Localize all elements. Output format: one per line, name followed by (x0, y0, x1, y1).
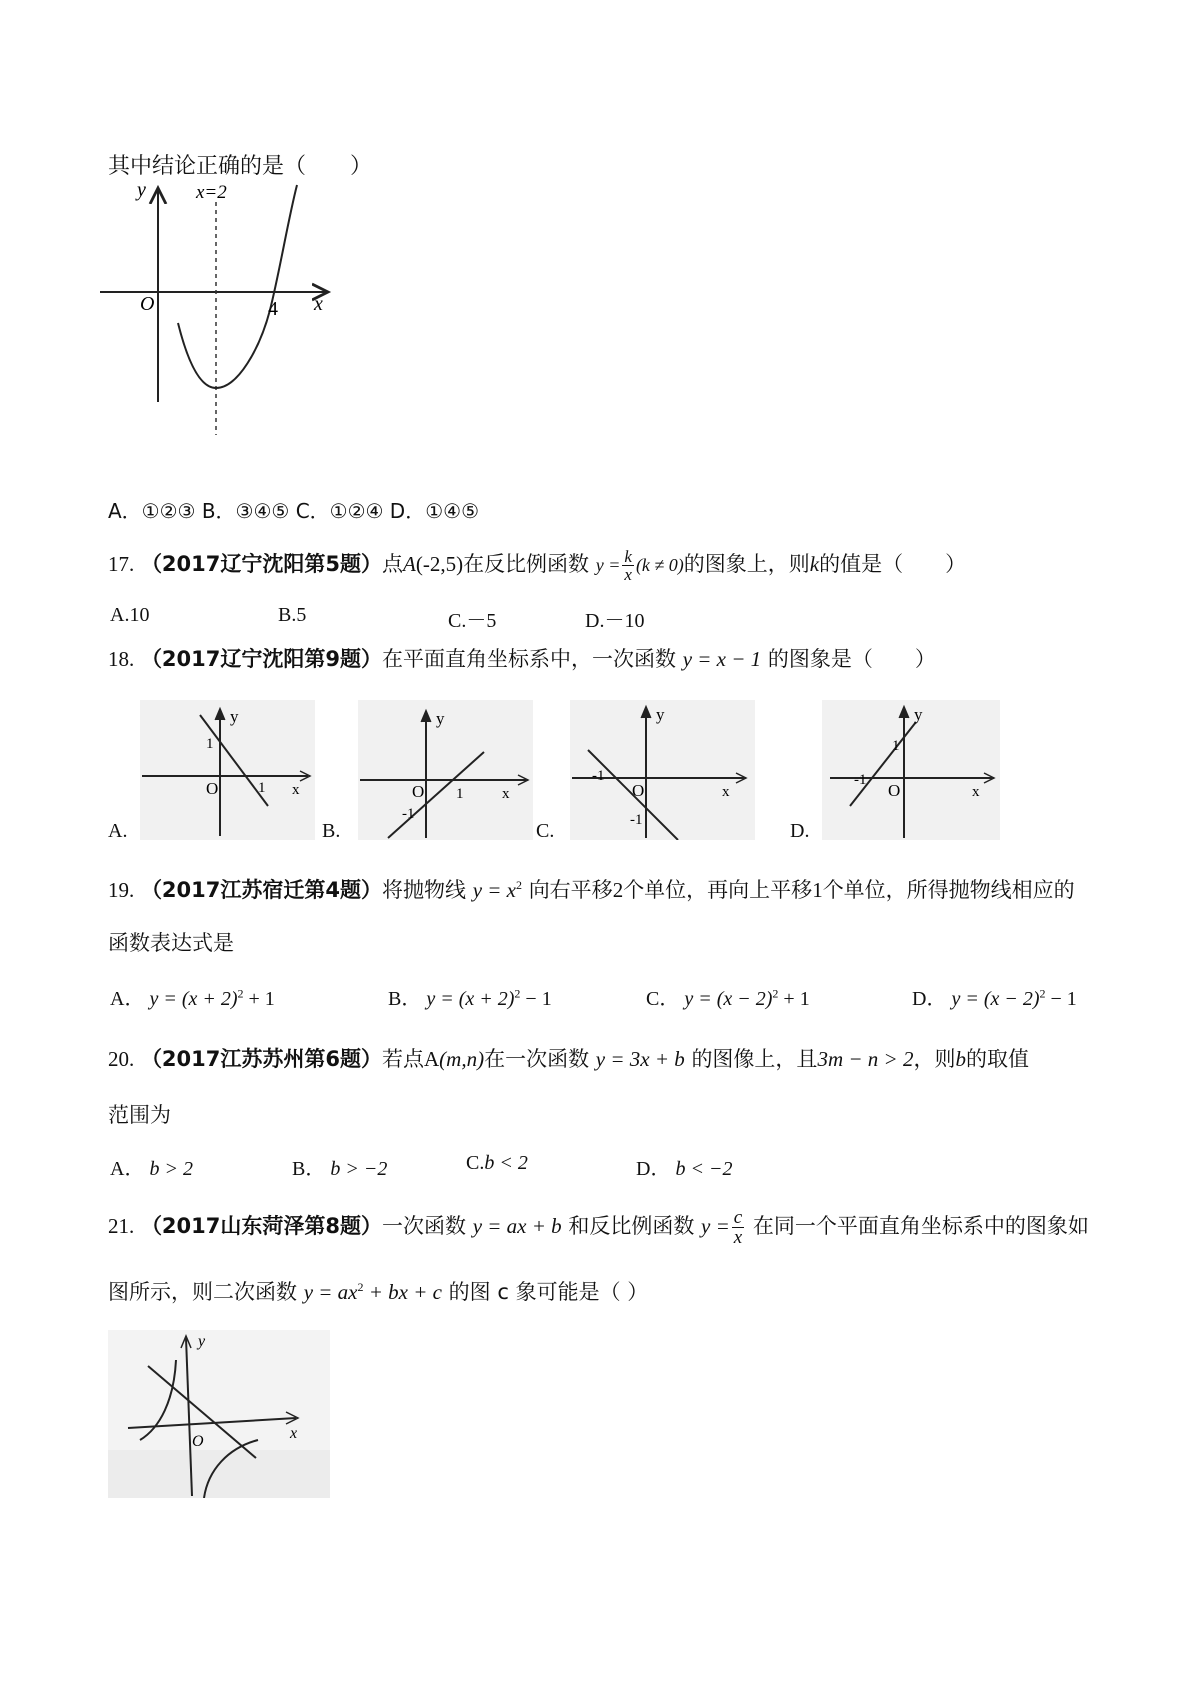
svg-text:O: O (632, 781, 645, 800)
q19-source: （2017江苏宿迁第4题） (140, 878, 382, 902)
q17-fraction: $\frac{k}{x}$ (624, 547, 632, 584)
svg-text:-1: -1 (402, 806, 415, 822)
q21-number: 21. (108, 1214, 135, 1238)
q17-coords: (-2,5) (415, 552, 464, 576)
parabola-curve (178, 185, 297, 388)
svg-text:x: x (722, 784, 730, 800)
svg-text:1: 1 (456, 786, 464, 802)
q18-text: 的图象是（ ） (767, 647, 936, 671)
svg-text:y: y (914, 705, 923, 724)
axis-line-label: x=2 (196, 182, 227, 203)
q18-function: y = x − 1 (682, 647, 762, 671)
q19-stem-line2: 函数表达式是 (108, 931, 234, 955)
q21-linear-function: y = ax + b (472, 1214, 562, 1238)
x-axis-label: x (314, 293, 323, 315)
q17-point: A (403, 552, 416, 576)
svg-text:O: O (206, 779, 219, 798)
q17-number: 17. (108, 552, 135, 576)
svg-text:y: y (198, 1333, 206, 1350)
q21-stem-line1: 21. （2017山东菏泽第8题）一次函数 y = ax + b 和反比例函数 y = $\frac{c}{x}$ 在同一个平面直角坐标系中的图象如 (108, 1207, 1089, 1248)
q16-parabola-graph (100, 180, 350, 480)
root-label: 4 (268, 298, 278, 320)
q18-label-c: C. (536, 820, 555, 842)
origin-label: O (140, 293, 155, 315)
q17-text: 在反比例函数 (463, 552, 590, 576)
svg-text:x: x (290, 1425, 298, 1442)
q16-options: A．①②③ B．③④⑤ C．①②④ D．①④⑤ (108, 499, 479, 523)
q19-option-a: A． $y = (x + 2)^2 + 1$ (110, 986, 275, 1010)
q18-number: 18. (108, 647, 135, 671)
q17-text: 点 (382, 552, 403, 576)
svg-text:O: O (412, 782, 425, 801)
svg-text:O: O (192, 1433, 204, 1450)
q17-k: k (809, 552, 820, 576)
q17-option-d: D.－10 (585, 610, 645, 632)
svg-text:x: x (292, 782, 300, 798)
q20-option-d: D． b < −2 (636, 1158, 733, 1180)
q18-graph-d (822, 700, 1000, 840)
svg-text:1: 1 (206, 736, 214, 752)
svg-text:x: x (972, 784, 980, 800)
svg-text:y: y (230, 707, 239, 726)
q17-text: 的图象上，则 (683, 552, 810, 576)
y-axis-label: y (137, 180, 146, 201)
q19-option-c: C． $y = (x - 2)^2 + 1$ (646, 986, 810, 1010)
q20-number: 20. (108, 1047, 135, 1071)
q18-text: 在平面直角坐标系中，一次函数 (382, 647, 676, 671)
q18-stem (108, 644, 936, 674)
q21-quadratic-function: y = ax (303, 1280, 358, 1304)
q17-function-lhs: y = (595, 555, 621, 575)
q20-function: y = 3x + b (595, 1047, 685, 1071)
q17-source: （2017辽宁沈阳第5题） (140, 552, 382, 576)
q20-inequality: 3m − n > 2 (817, 1047, 914, 1071)
svg-text:O: O (888, 781, 901, 800)
svg-text:1: 1 (258, 780, 266, 796)
q20-option-a: A． b > 2 (110, 1158, 193, 1180)
q17-text: 的值是（ ） (819, 552, 967, 576)
svg-text:-1: -1 (630, 812, 643, 828)
svg-text:-1: -1 (592, 768, 605, 784)
q21-fraction: $\frac{c}{x}$ (733, 1207, 743, 1248)
q21-graph (108, 1330, 330, 1498)
q19-stem-line1: 19. （2017江苏宿迁第4题）将抛物线 $y = x^2$ 向右平移2个单位，再向上平移1个单位，所得抛物线相应的 (108, 878, 1075, 902)
q19-option-b: B． $y = (x + 2)^2 - 1$ (388, 986, 552, 1010)
q17-stem (108, 548, 966, 583)
svg-text:1: 1 (892, 738, 900, 754)
q18-graph-a (140, 700, 315, 840)
q17-condition: (k ≠ 0) (635, 555, 684, 575)
q17-option-c: C.－5 (448, 610, 497, 632)
q20-stem-line1: 20. （2017江苏苏州第6题）若点A(m,n)在一次函数 y = 3x + b 的图像上，且3m − n > 2，则b的取值 (108, 1047, 1029, 1071)
q21-stem-line2: 图所示，则二次函数 $y = ax^2$ + bx + c 的图 c 象可能是（ ） (108, 1280, 649, 1304)
svg-text:y: y (436, 709, 445, 728)
svg-text:-1: -1 (854, 772, 867, 788)
q18-source: （2017辽宁沈阳第9题） (140, 647, 382, 671)
q17-option-a: A.10 (110, 604, 150, 626)
svg-text:y: y (656, 705, 665, 724)
q16-stem: 其中结论正确的是（ ） (108, 154, 373, 179)
q20-option-b: B． b > −2 (292, 1158, 388, 1180)
q20-option-c: C.b < 2 (466, 1152, 528, 1174)
q18-label-b: B. (322, 820, 341, 842)
q19-number: 19. (108, 878, 135, 902)
q17-option-b: B.5 (278, 604, 307, 626)
q19-function: y = x (472, 878, 516, 902)
svg-text:x: x (502, 786, 510, 802)
q18-graph-c (570, 700, 755, 840)
q20-stem-line2: 范围为 (108, 1103, 171, 1127)
q18-label-a: A. (108, 820, 128, 842)
q20-source: （2017江苏苏州第6题） (140, 1047, 382, 1071)
q21-source: （2017山东菏泽第8题） (140, 1214, 382, 1238)
q18-label-d: D. (790, 820, 810, 842)
q19-option-d: D． $y = (x - 2)^2 - 1$ (912, 986, 1077, 1010)
q18-graph-b (358, 700, 533, 840)
